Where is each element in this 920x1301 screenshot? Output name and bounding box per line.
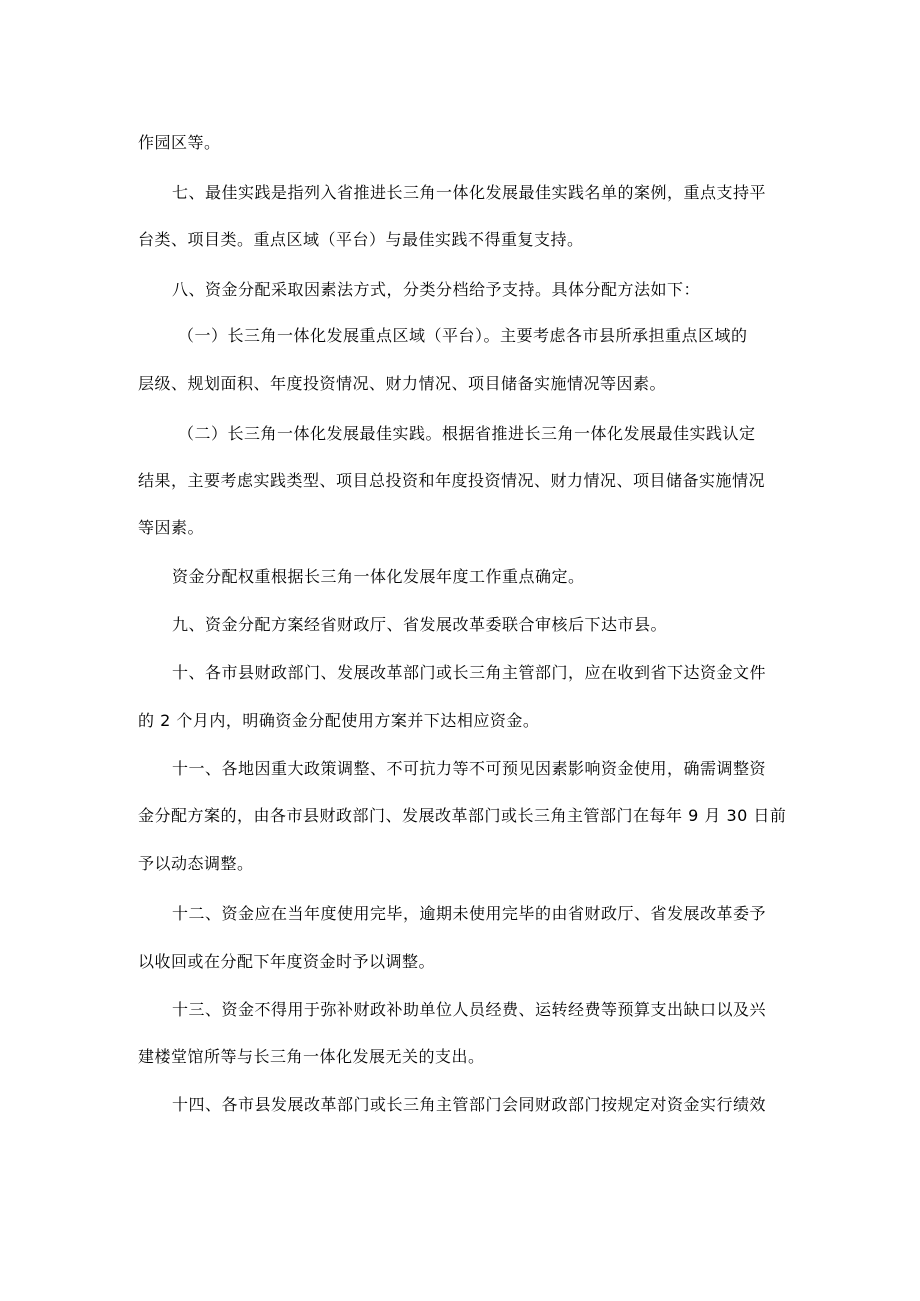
text-line: 八、资金分配采取因素法方式，分类分档给予支持。具体分配方法如下： — [172, 280, 701, 299]
text-line: 十一、各地因重大政策调整、不可抗力等不可预见因素影响资金使用，确需调整资 — [172, 759, 767, 778]
text-line: 台类、项目类。重点区域（平台）与最佳实践不得重复支持。 — [138, 230, 584, 249]
text-line: 建楼堂馆所等与长三角一体化发展无关的支出。 — [138, 1047, 485, 1066]
text-line: 七、最佳实践是指列入省推进长三角一体化发展最佳实践名单的案例，重点支持平 — [172, 183, 767, 202]
text-line: 十、各市县财政部门、发展改革部门或长三角主管部门，应在收到省下达资金文件 — [172, 663, 767, 682]
text-line: 资金分配权重根据长三角一体化发展年度工作重点确定。 — [172, 567, 585, 586]
text-line: （一）长三角一体化发展重点区域（平台）。主要考虑各市县所承担重点区域的 — [178, 326, 748, 345]
text-line: 予以动态调整。 — [138, 854, 254, 873]
text-line: 十三、资金不得用于弥补财政补助单位人员经费、运转经费等预算支出缺口以及兴 — [172, 1000, 767, 1019]
text-line: 作园区等。 — [138, 133, 221, 152]
text-line: 的 2 个月内，明确资金分配使用方案并下达相应资金。 — [138, 711, 540, 730]
text-line: 等因素。 — [138, 518, 205, 537]
text-line: 九、资金分配方案经省财政厅、省发展改革委联合审核后下达市县。 — [172, 615, 668, 634]
text-line: 金分配方案的，由各市县财政部门、发展改革部门或长三角主管部门在每年 9 月 30 日前 — [138, 806, 787, 825]
text-line: 十二、资金应在当年度使用完毕，逾期未使用完毕的由省财政厅、省发展改革委予 — [172, 904, 767, 923]
text-line: （二）长三角一体化发展最佳实践。根据省推进长三角一体化发展最佳实践认定 — [178, 424, 756, 443]
text-line: 结果，主要考虑实践类型、项目总投资和年度投资情况、财力情况、项目储备实施情况 — [138, 471, 766, 490]
text-line: 层级、规划面积、年度投资情况、财力情况、项目储备实施情况等因素。 — [138, 374, 667, 393]
text-line: 十四、各市县发展改革部门或长三角主管部门会同财政部门按规定对资金实行绩效 — [172, 1095, 767, 1114]
text-line: 以收回或在分配下年度资金时予以调整。 — [138, 952, 436, 971]
